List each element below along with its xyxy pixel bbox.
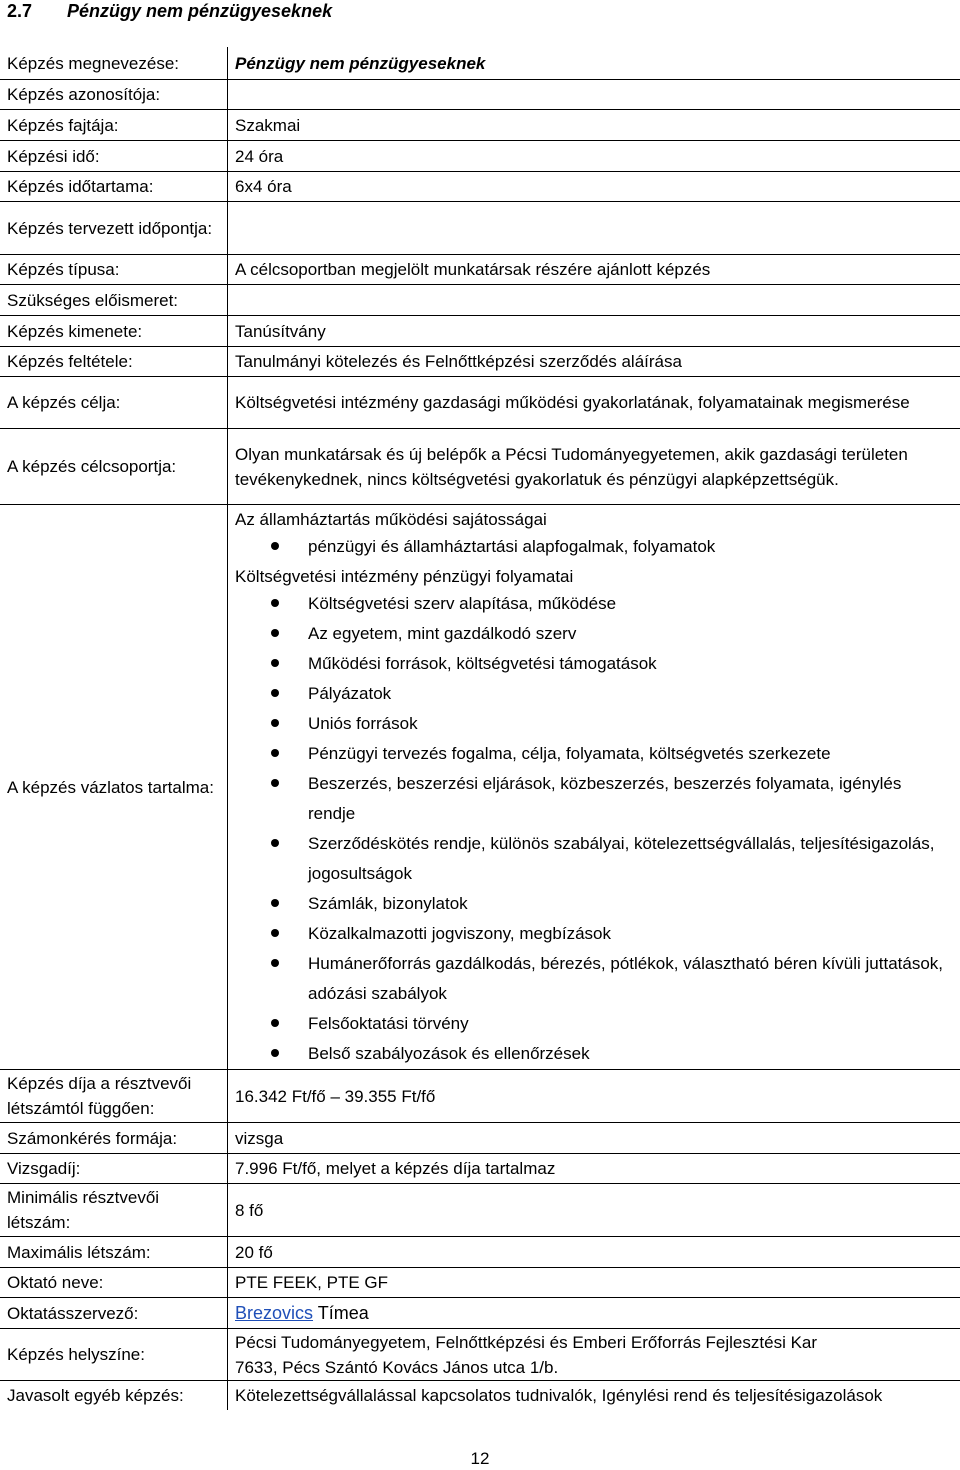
row-value: PTE FEEK, PTE GF <box>228 1267 960 1297</box>
row-label: Képzés tervezett időpontja: <box>0 201 228 254</box>
outline-list <box>235 532 953 562</box>
row-label: Javasolt egyéb képzés: <box>0 1380 228 1410</box>
table-row <box>0 171 960 201</box>
bullet-icon <box>271 629 279 637</box>
table-row <box>0 109 960 140</box>
row-label: Képzés kimenete: <box>0 315 228 346</box>
outline-item-text: Belső szabályozások és ellenőrzések <box>308 1044 590 1063</box>
bullet-icon <box>271 1049 279 1057</box>
table-row <box>0 1328 960 1380</box>
outline-list-item <box>235 709 953 739</box>
outline-list-item <box>235 739 953 769</box>
row-label: A képzés célja: <box>0 376 228 428</box>
training-info-table <box>0 47 960 1410</box>
bullet-icon <box>271 599 279 607</box>
outline-list-item <box>235 619 953 649</box>
bullet-icon <box>271 1019 279 1027</box>
row-label: A képzés célcsoportja: <box>0 428 228 504</box>
row-label: Képzés típusa: <box>0 254 228 284</box>
outline-list-item <box>235 919 953 949</box>
bullet-icon <box>271 839 279 847</box>
page-number: 12 <box>0 1448 960 1470</box>
bullet-icon <box>271 659 279 667</box>
row-label: Szükséges előismeret: <box>0 284 228 315</box>
row-label: Vizsgadíj: <box>0 1153 228 1183</box>
outline-list-item <box>235 949 953 1009</box>
row-value: 8 fő <box>228 1183 960 1236</box>
outline-item-text: Felsőoktatási törvény <box>308 1014 469 1033</box>
row-label: Képzés fajtája: <box>0 109 228 140</box>
section-number: 2.7 <box>7 0 67 22</box>
row-value: 6x4 óra <box>228 171 960 201</box>
bullet-icon <box>271 749 279 757</box>
row-label: Képzés díja a résztvevői létszámtól függően: <box>0 1069 228 1122</box>
row-value: Pénzügy nem pénzügyeseknek <box>228 47 960 79</box>
outline-list-item <box>235 1009 953 1039</box>
table-row <box>0 140 960 171</box>
outline-list-item <box>235 532 953 562</box>
outline-list-item <box>235 679 953 709</box>
table-row <box>0 504 960 1069</box>
bullet-icon <box>271 542 279 550</box>
table-row <box>0 1122 960 1153</box>
section-heading <box>7 0 332 22</box>
outline-item-text: Számlák, bizonylatok <box>308 894 468 913</box>
table-row <box>0 284 960 315</box>
outline-item-text: Költségvetési szerv alapítása, működése <box>308 594 616 613</box>
outline-item-text: Az egyetem, mint gazdálkodó szerv <box>308 624 576 643</box>
table-row <box>0 1297 960 1328</box>
row-value: Kötelezettségvállalással kapcsolatos tudnivalók, Igénylési rend és teljesítésigazolások <box>228 1380 960 1410</box>
venue-line: Pécsi Tudományegyetem, Felnőttképzési és Emberi Erőforrás Fejlesztési Kar <box>235 1330 953 1355</box>
outline-item-text: Humánerőforrás gazdálkodás, bérezés, pótlékok, választható béren kívüli juttatások, adózási szabályok <box>308 954 943 1003</box>
table-row <box>0 201 960 254</box>
row-label: Képzés feltétele: <box>0 346 228 376</box>
row-value: A célcsoportban megjelölt munkatársak részére ajánlott képzés <box>228 254 960 284</box>
table-row <box>0 1153 960 1183</box>
bullet-icon <box>271 719 279 727</box>
row-value <box>228 201 960 254</box>
outline-list-item <box>235 649 953 679</box>
bullet-icon <box>271 929 279 937</box>
row-label: Képzés időtartama: <box>0 171 228 201</box>
row-label: Képzési idő: <box>0 140 228 171</box>
row-label: Képzés helyszíne: <box>0 1328 228 1380</box>
bullet-icon <box>271 959 279 967</box>
outline-list-item <box>235 889 953 919</box>
row-label: Képzés megnevezése: <box>0 47 228 79</box>
row-label: Minimális résztvevői létszám: <box>0 1183 228 1236</box>
table-row <box>0 79 960 109</box>
outline-content <box>228 504 960 1069</box>
row-label: Maximális létszám: <box>0 1236 228 1267</box>
row-label: Oktatásszervező: <box>0 1297 228 1328</box>
row-value: Tanúsítvány <box>228 315 960 346</box>
section-title: Pénzügy nem pénzügyeseknek <box>67 1 332 21</box>
venue-line: 7633, Pécs Szántó Kovács János utca 1/b. <box>235 1355 953 1380</box>
row-value <box>228 1297 960 1328</box>
organizer-link[interactable]: Brezovics <box>235 1303 313 1323</box>
outline-item-text: Beszerzés, beszerzési eljárások, közbeszerzés, beszerzés folyamata, igénylés rendje <box>308 774 901 823</box>
outline-item-text: Szerződéskötés rendje, különös szabályai, kötelezettségvállalás, teljesítésigazolás, jogosultságok <box>308 834 935 883</box>
table-row <box>0 376 960 428</box>
row-label: Képzés azonosítója: <box>0 79 228 109</box>
row-value <box>228 79 960 109</box>
outline-item-text: Működési források, költségvetési támogatások <box>308 654 657 673</box>
outline-list <box>235 589 953 1069</box>
table-row <box>0 47 960 79</box>
table-row <box>0 1380 960 1410</box>
row-value: 24 óra <box>228 140 960 171</box>
organizer-name-rest: Tímea <box>313 1303 369 1323</box>
row-value: Tanulmányi kötelezés és Felnőttképzési szerződés aláírása <box>228 346 960 376</box>
outline-list-item <box>235 829 953 889</box>
outline-item-text: Pénzügyi tervezés fogalma, célja, folyamata, költségvetés szerkezete <box>308 744 831 763</box>
outline-section-heading: Az államháztartás működési sajátosságai <box>235 507 953 532</box>
table-row <box>0 346 960 376</box>
row-label: Számonkérés formája: <box>0 1122 228 1153</box>
row-label: Oktató neve: <box>0 1267 228 1297</box>
table-row <box>0 1267 960 1297</box>
bullet-icon <box>271 779 279 787</box>
row-value: vizsga <box>228 1122 960 1153</box>
row-value: Szakmai <box>228 109 960 140</box>
row-value: 20 fő <box>228 1236 960 1267</box>
bullet-icon <box>271 899 279 907</box>
row-value: Költségvetési intézmény gazdasági működési gyakorlatának, folyamatainak megismerése <box>228 376 960 428</box>
outline-list-item <box>235 769 953 829</box>
outline-section-heading: Költségvetési intézmény pénzügyi folyamatai <box>235 564 953 589</box>
outline-item-text: Uniós források <box>308 714 418 733</box>
bullet-icon <box>271 689 279 697</box>
table-row <box>0 428 960 504</box>
outline-list-item <box>235 589 953 619</box>
row-value: Olyan munkatársak és új belépők a Pécsi Tudományegyetemen, akik gazdasági területen tevékenykednek, nincs költségvetési gyakorlatuk és pénzügyi alapképzettségük. <box>228 428 960 504</box>
row-value <box>228 284 960 315</box>
table-row <box>0 1183 960 1236</box>
table-row <box>0 1069 960 1122</box>
row-label: A képzés vázlatos tartalma: <box>0 504 228 1069</box>
row-value <box>228 1328 960 1380</box>
outline-item-text: Közalkalmazotti jogviszony, megbízások <box>308 924 611 943</box>
outline-item-text: Pályázatok <box>308 684 391 703</box>
row-value: 16.342 Ft/fő – 39.355 Ft/fő <box>228 1069 960 1122</box>
outline-item-text: pénzügyi és államháztartási alapfogalmak, folyamatok <box>308 537 715 556</box>
table-row <box>0 254 960 284</box>
table-row <box>0 1236 960 1267</box>
outline-list-item <box>235 1039 953 1069</box>
row-value: 7.996 Ft/fő, melyet a képzés díja tartalmaz <box>228 1153 960 1183</box>
table-row <box>0 315 960 346</box>
